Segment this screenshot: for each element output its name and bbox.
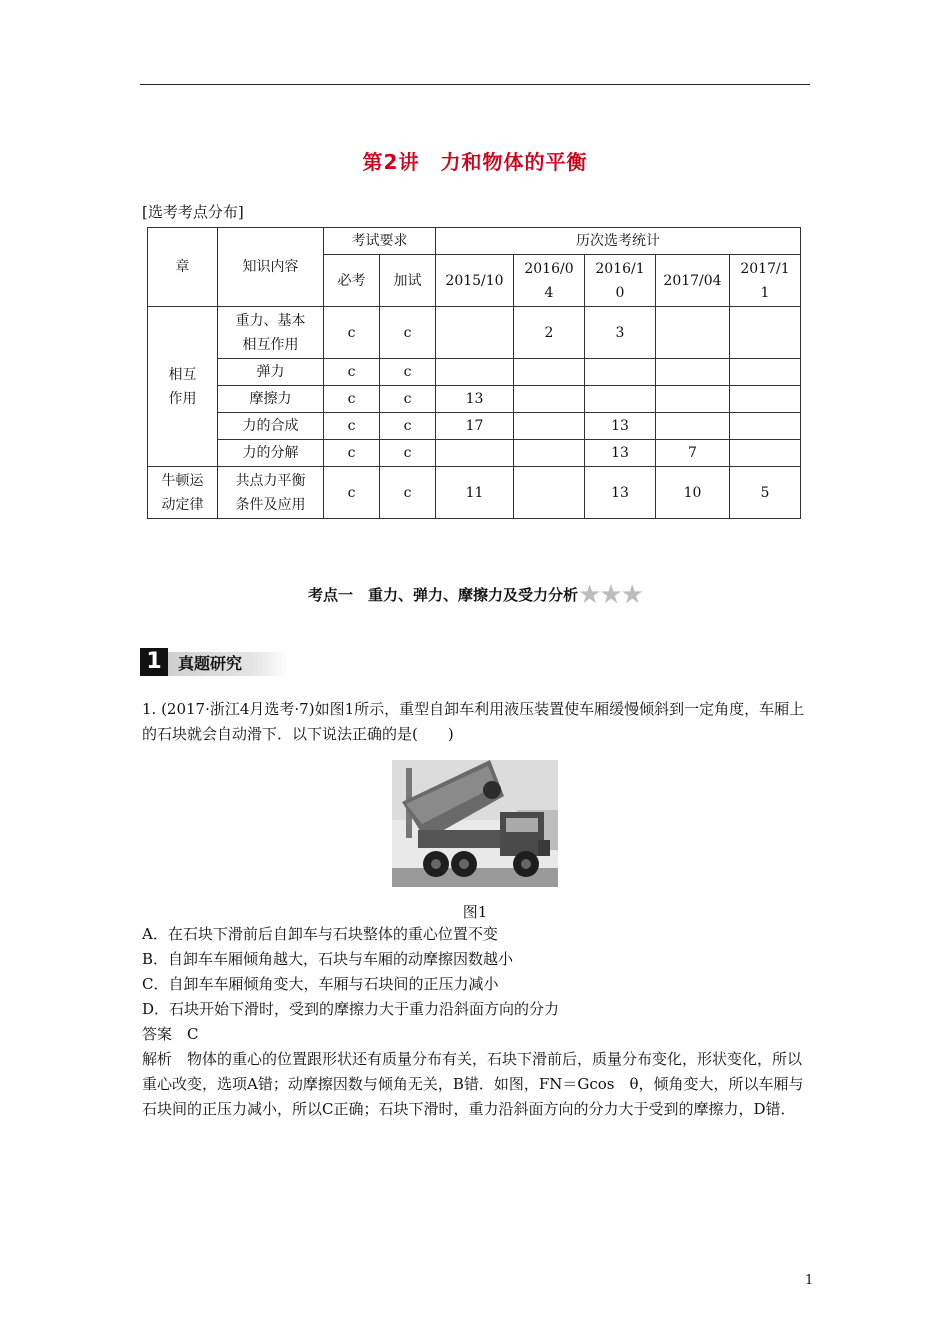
knowledge-label: 力的合成 bbox=[242, 418, 299, 434]
year-label-part: 0 bbox=[615, 284, 625, 301]
table-cell: 3 bbox=[585, 307, 656, 359]
knowledge-cell bbox=[218, 386, 324, 413]
header-bikao: 必考 bbox=[324, 255, 380, 307]
table-cell bbox=[514, 413, 585, 440]
table-cell bbox=[656, 307, 730, 359]
answer: 答案 C bbox=[142, 1025, 199, 1043]
year-label-part: 2016/1 bbox=[595, 260, 645, 277]
kaodian-title: 考点一 重力、弹力、摩擦力及受力分析 bbox=[308, 586, 579, 604]
header-year bbox=[436, 255, 514, 307]
section-label: [选考考点分布] bbox=[142, 203, 244, 221]
table-cell bbox=[730, 413, 801, 440]
option-b: B．自卸车车厢倾角越大，石块与车厢的动摩擦因数越小 bbox=[142, 950, 514, 968]
table-cell: 13 bbox=[585, 413, 656, 440]
dump-truck-image bbox=[392, 760, 558, 887]
table-cell: c bbox=[380, 359, 436, 386]
table-cell: c bbox=[380, 386, 436, 413]
table-cell: c bbox=[324, 386, 380, 413]
header-exam-stats: 历次选考统计 bbox=[436, 228, 801, 255]
table-cell: c bbox=[324, 359, 380, 386]
chapter-label: 牛顿运 bbox=[161, 472, 204, 489]
figure-caption: 图1 bbox=[462, 903, 488, 921]
table-cell: 2 bbox=[514, 307, 585, 359]
knowledge-label: 条件及应用 bbox=[235, 496, 306, 513]
table-cell: 10 bbox=[656, 467, 730, 519]
option-d: D．石块开始下滑时，受到的摩擦力大于重力沿斜面方向的分力 bbox=[142, 1000, 560, 1018]
section-banner bbox=[140, 648, 276, 676]
header-jiashi: 加试 bbox=[380, 255, 436, 307]
page-number: 1 bbox=[805, 1273, 814, 1288]
table-cell bbox=[730, 307, 801, 359]
chapter-cell bbox=[148, 307, 218, 467]
header-year bbox=[730, 255, 801, 307]
knowledge-cell bbox=[218, 307, 324, 359]
table-cell bbox=[436, 440, 514, 467]
table-row bbox=[148, 386, 801, 413]
exam-distribution-table bbox=[147, 227, 801, 519]
knowledge-cell bbox=[218, 467, 324, 519]
table-cell bbox=[656, 386, 730, 413]
chapter-label: 动定律 bbox=[161, 496, 204, 513]
knowledge-label: 共点力平衡 bbox=[235, 472, 306, 489]
table-cell: c bbox=[380, 467, 436, 519]
table-cell: c bbox=[380, 440, 436, 467]
table-cell bbox=[585, 359, 656, 386]
chapter-label: 相互 bbox=[168, 366, 197, 383]
year-label-part: 2017/04 bbox=[663, 272, 722, 289]
header-content: 知识内容 bbox=[218, 228, 324, 307]
knowledge-cell bbox=[218, 359, 324, 386]
table-cell: c bbox=[324, 467, 380, 519]
chapter-cell bbox=[148, 467, 218, 519]
table-cell: 17 bbox=[436, 413, 514, 440]
knowledge-label: 力的分解 bbox=[242, 445, 299, 461]
table-cell: c bbox=[324, 440, 380, 467]
year-label-part: 4 bbox=[544, 284, 554, 301]
table-cell: 7 bbox=[656, 440, 730, 467]
table-cell bbox=[730, 440, 801, 467]
header-year bbox=[585, 255, 656, 307]
table-cell: 13 bbox=[436, 386, 514, 413]
table-cell bbox=[656, 359, 730, 386]
table-cell: 13 bbox=[585, 467, 656, 519]
year-label-part: 2017/1 bbox=[740, 260, 790, 277]
difficulty-stars-icon: ★★★ bbox=[578, 580, 642, 610]
header-year bbox=[514, 255, 585, 307]
table-row bbox=[148, 307, 801, 359]
table-cell: c bbox=[324, 413, 380, 440]
year-label-part: 1 bbox=[760, 284, 770, 301]
table-cell bbox=[514, 440, 585, 467]
table-row bbox=[148, 359, 801, 386]
table-cell: 11 bbox=[436, 467, 514, 519]
analysis-text: 解析 物体的重心的位置跟形状还有质量分布有关，石块下滑前后，质量分布变化，形状变化，所以重心改变，选项A错；动摩擦因数与倾角无关，B错．如图，FN＝Gcos θ，倾角变大，所以车厢与石块间的正压力减小，所以C正确；石块下滑时，重力沿斜面方向的分力大于受到的摩擦力，D错． bbox=[142, 1050, 804, 1118]
year-label-part: 2016/0 bbox=[524, 260, 574, 277]
header-chapter: 章 bbox=[148, 228, 218, 307]
banner-text: 真题研究 bbox=[178, 654, 243, 673]
question-text: 1. (2017·浙江4月选考·7)如图1所示，重型自卸车利用液压装置使车厢缓慢倾斜到一定角度，车厢上的石块就会自动滑下．以下说法正确的是( ) bbox=[142, 700, 805, 743]
table-cell bbox=[730, 386, 801, 413]
page-title: 第2讲 力和物体的平衡 bbox=[362, 150, 588, 174]
knowledge-label: 弹力 bbox=[256, 364, 285, 380]
banner-number: 1 bbox=[140, 648, 168, 676]
table-cell bbox=[514, 386, 585, 413]
year-label-part: 2015/10 bbox=[445, 272, 504, 289]
table-row bbox=[148, 440, 801, 467]
header-exam-requirement: 考试要求 bbox=[324, 228, 436, 255]
chapter-label: 作用 bbox=[168, 390, 197, 407]
knowledge-label: 重力、基本 bbox=[235, 312, 306, 329]
knowledge-label: 摩擦力 bbox=[249, 391, 292, 407]
table-cell bbox=[436, 307, 514, 359]
table-cell: c bbox=[380, 307, 436, 359]
knowledge-label: 相互作用 bbox=[242, 336, 299, 353]
header-year bbox=[656, 255, 730, 307]
kaodian-heading bbox=[0, 580, 950, 610]
knowledge-cell bbox=[218, 440, 324, 467]
knowledge-cell bbox=[218, 413, 324, 440]
table-cell: 5 bbox=[730, 467, 801, 519]
table-cell: c bbox=[380, 413, 436, 440]
table-cell bbox=[514, 467, 585, 519]
option-c: C．自卸车车厢倾角变大，车厢与石块间的正压力减小 bbox=[142, 975, 499, 993]
table-cell: c bbox=[324, 307, 380, 359]
table-cell bbox=[730, 359, 801, 386]
table-cell bbox=[514, 359, 585, 386]
table-cell: 13 bbox=[585, 440, 656, 467]
table-cell bbox=[656, 413, 730, 440]
table-cell bbox=[436, 359, 514, 386]
table-row bbox=[148, 467, 801, 519]
table-cell bbox=[585, 386, 656, 413]
option-a: A．在石块下滑前后自卸车与石块整体的重心位置不变 bbox=[142, 925, 498, 943]
header-rule bbox=[140, 84, 810, 85]
table-row bbox=[148, 413, 801, 440]
